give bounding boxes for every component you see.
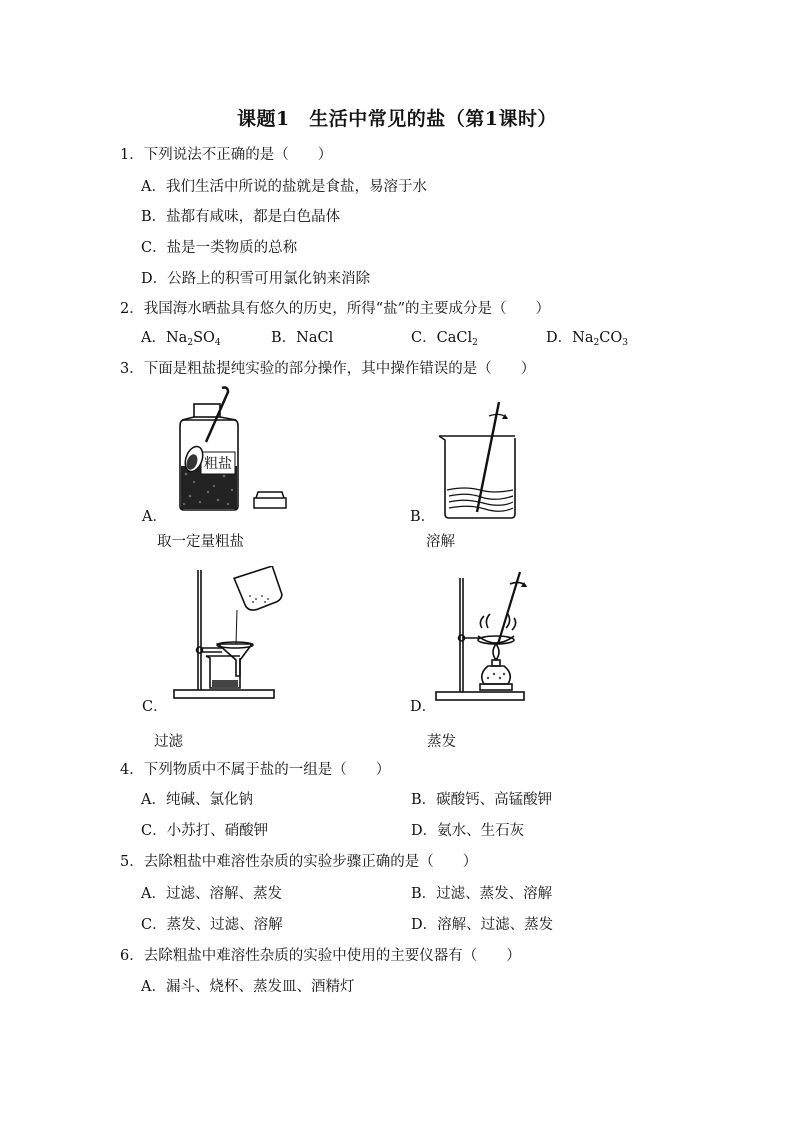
fig-a-caption: 取一定量粗盐: [157, 534, 244, 550]
fig-c-letter: C．: [142, 699, 168, 715]
fig-c-caption: 过滤: [154, 734, 183, 750]
q6-option-a: A．漏斗、烧杯、蒸发皿、酒精灯: [141, 979, 355, 995]
q4-option-b: B．碳酸钙、高锰酸钾: [411, 792, 553, 808]
q4-option-a: A．纯碱、氯化钠: [141, 792, 253, 808]
q5-option-c: C．蒸发、过滤、溶解: [141, 917, 283, 933]
q1-stem: 1．下列说法不正确的是（ ）: [120, 147, 333, 163]
q5-option-b: B．过滤、蒸发、溶解: [411, 886, 553, 902]
q5-option-a: A．过滤、溶解、蒸发: [141, 886, 282, 902]
q2-stem: 2．我国海水晒盐具有悠久的历史，所得“盐”的主要成分是（ ）: [120, 301, 551, 317]
q2-option-d: D．$Na_2CO_3$: [546, 330, 628, 348]
q2-option-a: A．$Na_2SO_4$: [141, 330, 221, 348]
fig-d-caption: 蒸发: [427, 734, 456, 750]
q2-option-c: C．CaCl$_2$: [411, 330, 478, 348]
q1-option-a: A．我们生活中所说的盐就是食盐，易溶于水: [141, 179, 427, 195]
q4-option-d: D．氨水、生石灰: [411, 823, 525, 839]
fig-a-salt-jar: [170, 386, 295, 514]
fig-d-letter: D．: [410, 699, 437, 715]
fig-b-caption: 溶解: [426, 534, 455, 550]
q5-option-d: D．溶解、过滤、蒸发: [411, 917, 554, 933]
q4-stem: 4．下列物质中不属于盐的一组是（ ）: [120, 762, 391, 778]
q5-stem: 5．去除粗盐中难溶性杂质的实验步骤正确的是（ ）: [120, 854, 478, 870]
page-title: 课题1 生活中常见的盐（第1课时）: [237, 108, 557, 130]
q1-option-b: B．盐都有咸味，都是白色晶体: [141, 209, 341, 225]
q4-option-c: C．小苏打、硝酸钾: [141, 823, 269, 839]
jar-label: 粗盐: [204, 456, 232, 472]
q6-stem: 6．去除粗盐中难溶性杂质的实验中使用的主要仪器有（ ）: [120, 948, 521, 964]
q3-stem: 3．下面是粗盐提纯实验的部分操作，其中操作错误的是（ ）: [120, 361, 536, 377]
fig-b-dissolving-beaker: [435, 398, 525, 520]
fig-a-letter: A．: [142, 509, 167, 525]
q1-option-c: C．盐是一类物质的总称: [141, 240, 298, 256]
fig-b-letter: B．: [410, 509, 436, 525]
q1-option-d: D．公路上的积雪可用氯化钠来消除: [141, 271, 371, 287]
q2-option-b: B．NaCl: [271, 330, 334, 346]
fig-c-filtration-setup: [170, 566, 295, 702]
fig-d-evaporation-setup: [432, 568, 532, 702]
